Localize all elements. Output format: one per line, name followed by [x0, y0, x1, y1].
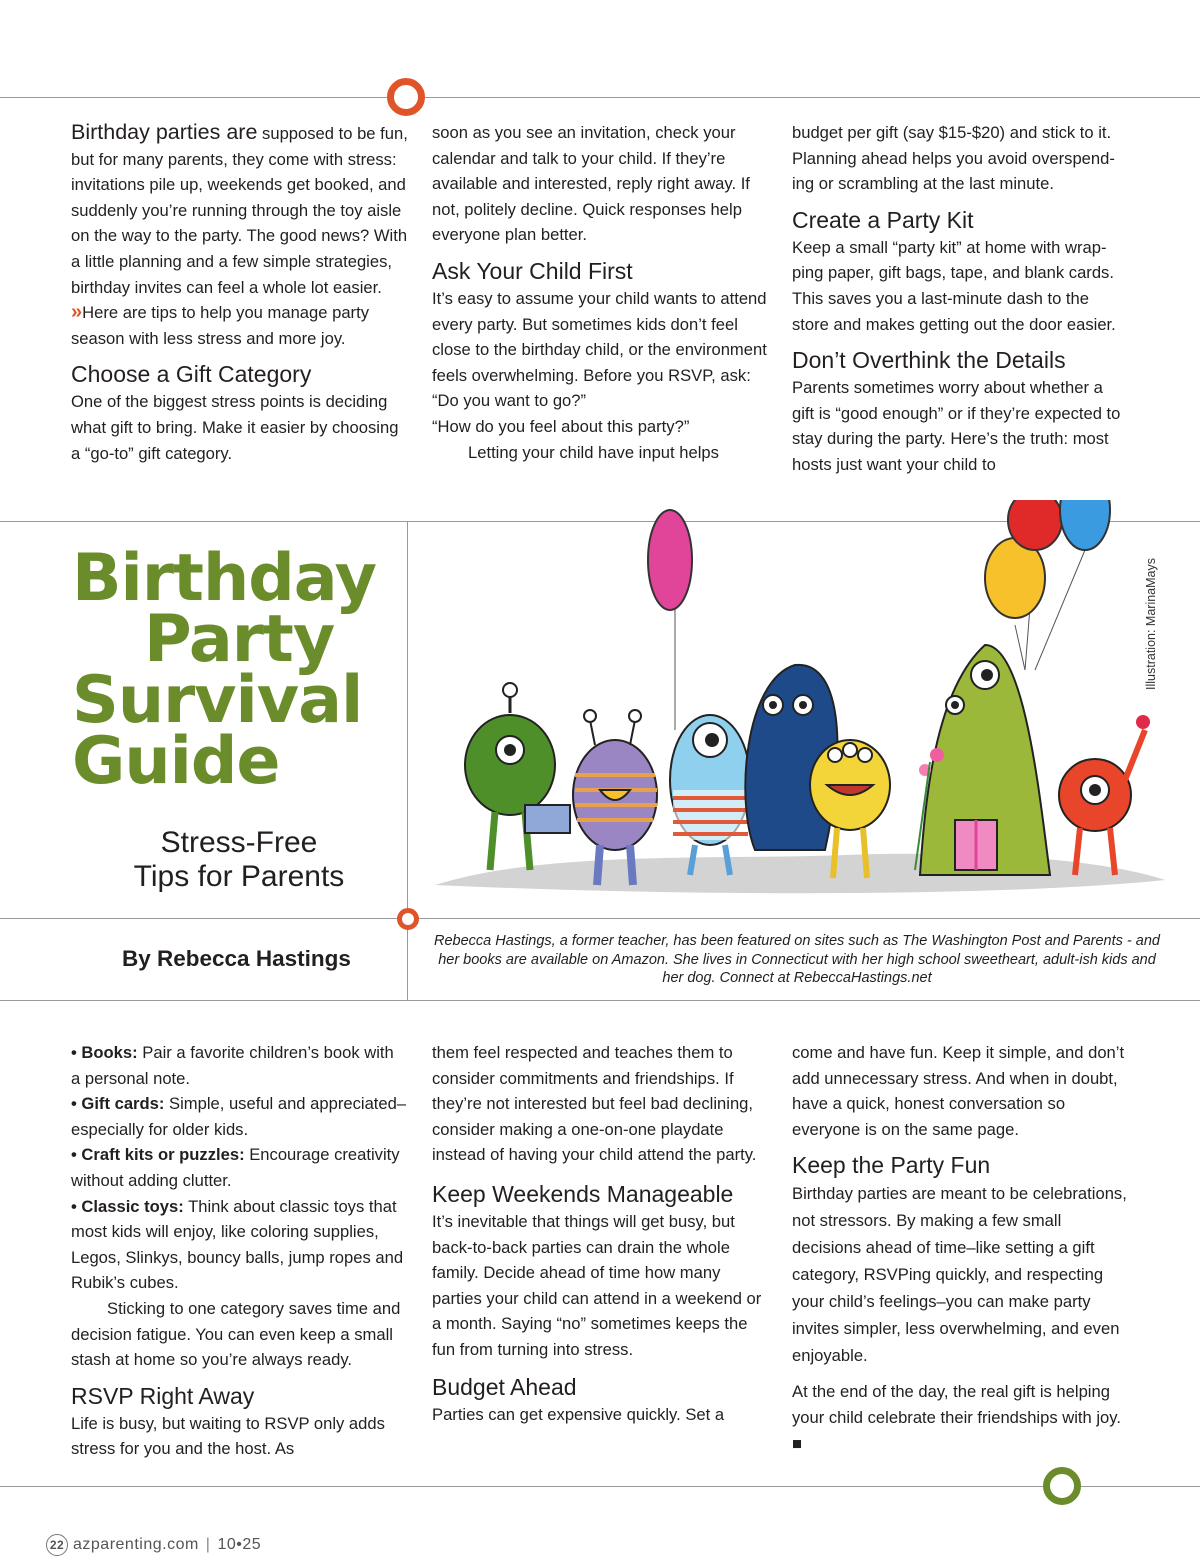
bullet-books — [71, 1040, 407, 1091]
ask-child-body-2: Letting your child have input helps — [468, 442, 719, 462]
bottom-column-3 — [792, 1040, 1128, 1456]
gift-heading: Choose a Gift Category — [71, 361, 312, 388]
bullet-classic-toys-label: • Classic toys: — [71, 1196, 184, 1216]
title-line-3: Survival — [72, 663, 363, 738]
footer-site: azparenting.com — [73, 1536, 199, 1553]
spacer — [792, 1369, 1128, 1379]
footer-issue: 10•25 — [217, 1536, 262, 1553]
bullet-craft-kits-text: Encourage creativity without adding clutter. — [71, 1145, 400, 1190]
bottom-column-2 — [432, 1040, 768, 1427]
author-byline: By Rebecca Hastings — [122, 946, 351, 971]
party-kit-heading: Create a Party Kit — [792, 206, 974, 233]
bullet-books-text: Pair a favorite children’s book with a personal note. — [71, 1043, 394, 1088]
article-subtitle — [72, 826, 406, 894]
middle-bottom-rule — [0, 918, 1200, 919]
intro-text: supposed to be fun, but for many parents, they come with stress: invitations pile up, weekends get booked, and suddenly you’re running through the toy aisle on the way to the party. The good news? With a little planning and a few simple strategies, birthday invites can feel a whole lot easier. — [71, 124, 408, 297]
weekends-heading: Keep Weekends Manageable — [432, 1180, 734, 1207]
monsters-illustration — [425, 500, 1185, 910]
top-column-1 — [71, 120, 409, 466]
bottom-col3-continuation: come and have fun. Keep it simple, and don’t add unnecessary stress. And when in doubt, have a quick, honest conversation so everyone is on the same page. — [792, 1043, 1125, 1139]
bullet-classic-toys — [71, 1194, 407, 1296]
question-1: “Do you want to go?” — [432, 391, 587, 411]
tips-intro — [71, 300, 409, 351]
budget-heading: Budget Ahead — [432, 1373, 577, 1400]
top-rule — [0, 97, 1200, 98]
bottom-column-1 — [71, 1040, 407, 1462]
weekends-body: It’s inevitable that things will get busy, but back-to-back parties can drain the whole family. Decide ahead of time how many parties your child can attend in a weekend or a month. Saying “no” sometimes keeps the fun from turning into stress. — [432, 1211, 762, 1359]
bullet-craft-kits-label: • Craft kits or puzzles: — [71, 1145, 245, 1165]
rsvp-body: Life is busy, but waiting to RSVP only adds stress for you and the host. As — [71, 1413, 385, 1459]
chevron-icon: » — [71, 301, 83, 324]
question-2: “How do you feel about this party?” — [432, 416, 690, 436]
bullet-craft-kits — [71, 1142, 407, 1193]
bottom-rule — [0, 1486, 1200, 1487]
page-number: 22 — [46, 1534, 68, 1556]
col2-continuation: soon as you see an invitation, check your calendar and talk to your child. If they’re available and interested, reply right away. If not, politely decline. Quick responses help everyone plan better. — [432, 123, 750, 245]
top-ring-ornament — [387, 78, 425, 116]
middle-ring-ornament — [397, 908, 419, 930]
tips-intro-text: Here are tips to help you manage party season with less stress and more joy. — [71, 303, 369, 348]
rsvp-heading: RSVP Right Away — [71, 1382, 255, 1409]
title-line-4: Guide — [72, 724, 280, 799]
top-column-2 — [432, 120, 768, 465]
bullet-gift-cards — [71, 1091, 407, 1142]
page-footer — [46, 1534, 261, 1556]
party-kit-body: Keep a small “party kit” at home with wrap-ping paper, gift bags, tape, and blank cards. This saves you a last-minute dash to the store and makes getting out the door easier. — [792, 237, 1116, 334]
author-bio: Rebecca Hastings, a former teacher, has been featured on sites such as The Washington Post and Parents - and her books are available on Amazon. She lives in Connecticut with her high school sweetheart, adult-ish kids and her dog. Connect at RebeccaHastings.net — [434, 933, 1160, 986]
bottom-col2-continuation: them feel respected and teaches them to consider commitments and friendships. If they’re not interested but feel bad declining, consider making a one-on-one playdate instead of having your child attend the party. — [432, 1043, 757, 1165]
title-line-1: Birthday — [72, 541, 376, 616]
closing-paragraph: At the end of the day, the real gift is helping your child celebrate their friendships with joy. ■ — [792, 1382, 1121, 1453]
title-line-2: Party — [144, 602, 335, 677]
intro-lead: Birthday parties are — [71, 120, 258, 144]
subtitle-line-1: Stress-Free — [160, 826, 318, 859]
bullet-gift-cards-label: • Gift cards: — [71, 1094, 165, 1114]
bio-bottom-rule — [0, 1000, 1200, 1001]
gift-body: One of the biggest stress points is deciding what gift to bring. Make it easier by choosing a “go-to” gift category. — [71, 392, 399, 463]
bullet-gift-cards-text: Simple, useful and appreciated–especially for older kids. — [71, 1094, 407, 1139]
bottom-ring-ornament — [1043, 1467, 1081, 1505]
party-fun-body: Birthday parties are meant to be celebrations, not stressors. By making a few small decisions ahead of time–like setting a gift category, RSVPing quickly, and respecting your child’s feelings–you can make party invites simpler, less overwhelming, and even enjoyable. — [792, 1184, 1127, 1366]
article-title — [72, 541, 402, 799]
bullet-classic-toys-text: Think about classic toys that most kids will enjoy, like coloring supplies, Legos, Slinkys, bouncy balls, jump ropes and Rubik’s cubes. — [71, 1196, 404, 1293]
top-column-3 — [792, 120, 1128, 478]
category-paragraph: Sticking to one category saves time and decision fatigue. You can even keep a small stash at home so you’re always ready. — [71, 1298, 401, 1370]
details-heading: Don’t Overthink the Details — [792, 347, 1066, 374]
party-fun-heading: Keep the Party Fun — [792, 1152, 991, 1179]
details-body: Parents sometimes worry about whether a gift is “good enough” or if they’re expected to stay during the party. Here’s the truth: most hosts just want your child to — [792, 378, 1121, 474]
illustration-credit: Illustration: MarinaMays — [1144, 558, 1158, 690]
footer-separator: | — [205, 1536, 211, 1553]
bullet-books-label: • Books: — [71, 1043, 138, 1062]
budget-body: Parties can get expensive quickly. Set a — [432, 1404, 725, 1424]
col3-continuation: budget per gift (say $15-$20) and stick to it. Planning ahead helps you avoid overspend-ing or scrambling at the last minute. — [792, 123, 1115, 194]
intro-paragraph — [71, 120, 409, 300]
subtitle-line-2: Tips for Parents — [133, 860, 345, 893]
ask-child-body: It’s easy to assume your child wants to attend every party. But sometimes kids don’t feel close to the birthday child, or the environment feels overwhelming. Before you RSVP, ask: — [432, 288, 767, 385]
ask-child-heading: Ask Your Child First — [432, 257, 633, 284]
